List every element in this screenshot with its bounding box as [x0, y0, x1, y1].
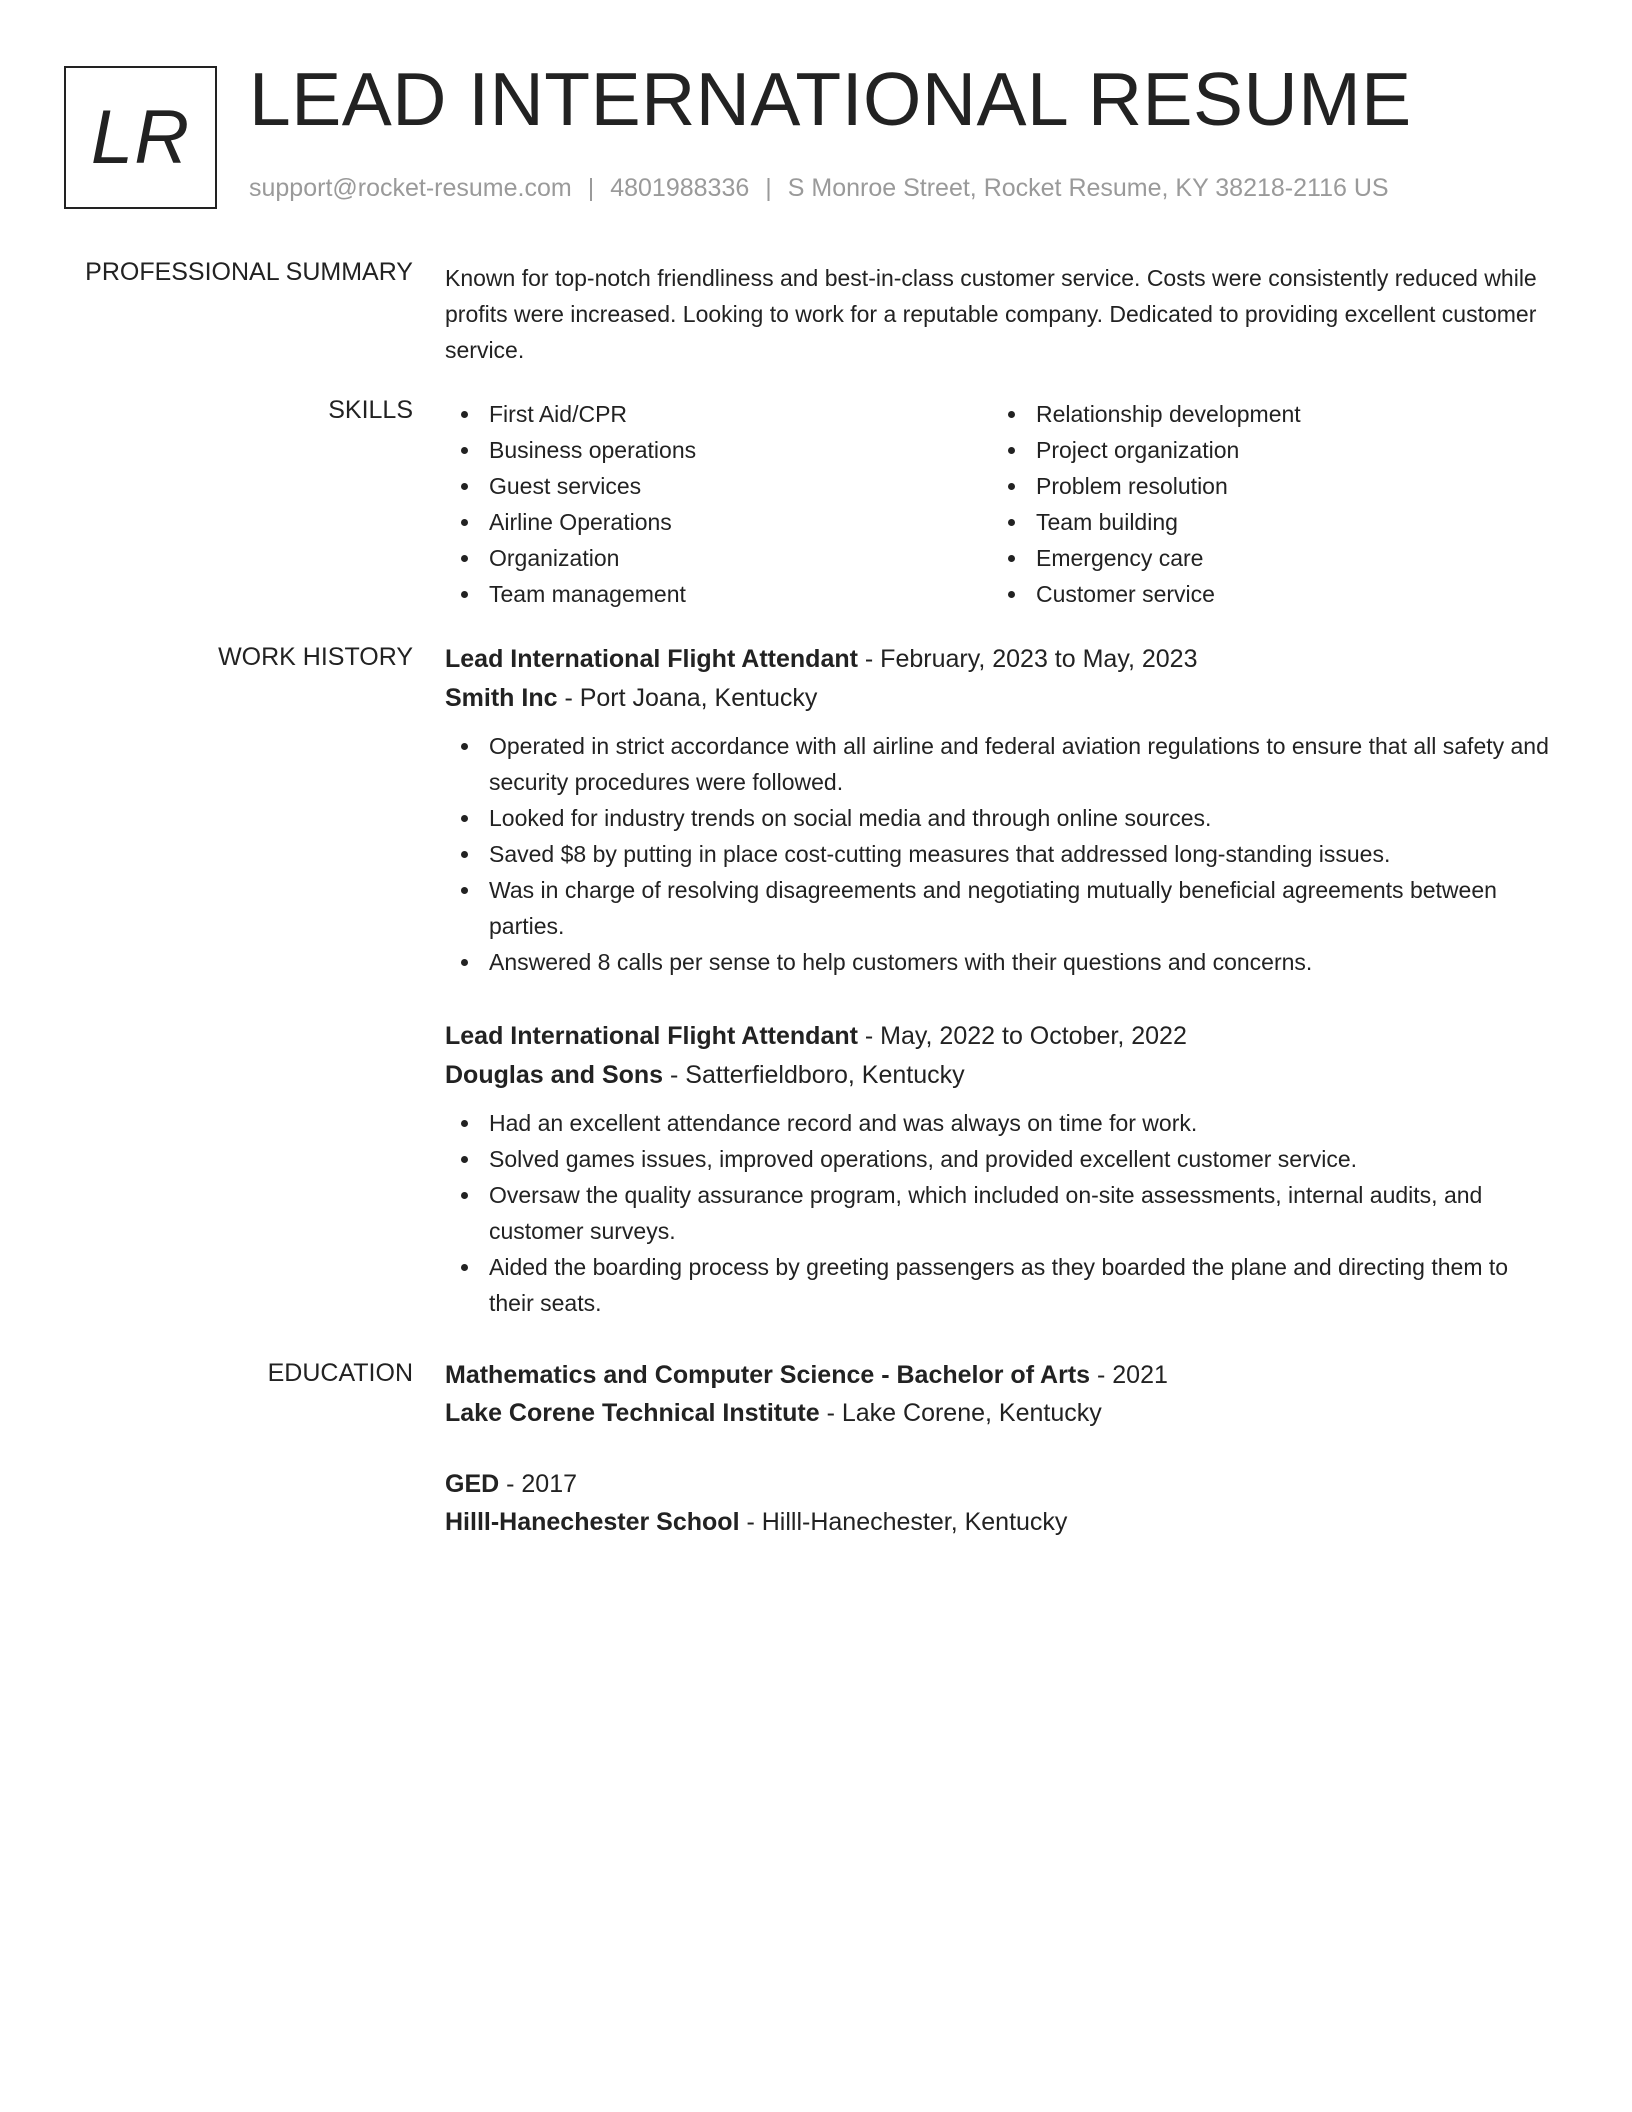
skill-item: First Aid/CPR	[445, 396, 992, 432]
skill-item: Organization	[445, 540, 992, 576]
education-year: - 2017	[499, 1470, 578, 1498]
skill-item: Emergency care	[992, 540, 1539, 576]
education-year: - 2021	[1090, 1361, 1168, 1389]
skill-item: Business operations	[445, 432, 992, 468]
job-title-line	[445, 1017, 1555, 1056]
contact-address: S Monroe Street, Rocket Resume, KY 38218-2116 US	[787, 174, 1389, 202]
education-degree: Mathematics and Computer Science - Bachelor of Arts	[445, 1361, 1091, 1389]
job-duty: Oversaw the quality assurance program, which included on-site assessments, internal audits, and customer surveys.	[445, 1177, 1555, 1249]
skill-item: Customer service	[992, 576, 1539, 612]
education-heading: EDUCATION	[267, 1359, 413, 1387]
skill-item: Problem resolution	[992, 468, 1539, 504]
education-school-line	[445, 1503, 1555, 1541]
education-school: Lake Corene Technical Institute	[445, 1399, 820, 1427]
job-company-line	[445, 1056, 1555, 1095]
skill-item: Guest services	[445, 468, 992, 504]
contact-phone[interactable]: 4801988336	[610, 174, 750, 202]
job-duty: Operated in strict accordance with all airline and federal aviation regulations to ensure that all safety and security procedures were followed.	[445, 728, 1555, 800]
job-duty: Saved $8 by putting in place cost-cutting measures that addressed long-standing issues.	[445, 836, 1555, 872]
education-school: Hilll-Hanechester School	[445, 1508, 740, 1536]
job-location: - Port Joana, Kentucky	[557, 684, 818, 712]
job-dates: - February, 2023 to May, 2023	[857, 645, 1198, 673]
skills-list-right	[992, 396, 1539, 612]
job-duty: Solved games issues, improved operations, and provided excellent customer service.	[445, 1141, 1555, 1177]
education-entry	[445, 1465, 1555, 1541]
job-dates: - May, 2022 to October, 2022	[857, 1022, 1187, 1050]
job-duty: Answered 8 calls per sense to help customers with their questions and concerns.	[445, 944, 1555, 980]
job-duties-list	[445, 1105, 1555, 1321]
summary-text: Known for top-notch friendliness and best-in-class customer service. Costs were consistently reduced while profits were increased. Looking to work for a reputable company. Dedicated to providing excellent customer service.	[445, 265, 1537, 363]
skill-item: Airline Operations	[445, 504, 992, 540]
skill-item: Project organization	[992, 432, 1539, 468]
job-duty: Was in charge of resolving disagreements and negotiating mutually beneficial agreements between parties.	[445, 872, 1555, 944]
job-company-line	[445, 679, 1555, 718]
job-duties-list	[445, 728, 1555, 980]
job-title-line	[445, 640, 1555, 679]
skill-item: Team management	[445, 576, 992, 612]
skill-item: Relationship development	[992, 396, 1539, 432]
skills-list-left	[445, 396, 992, 612]
job-entry	[445, 640, 1555, 980]
job-company: Douglas and Sons	[445, 1061, 664, 1089]
resume-title: LEAD INTERNATIONAL RESUME	[249, 57, 1412, 141]
monogram-text: LR	[90, 95, 191, 180]
education-degree-line	[445, 1465, 1555, 1503]
job-role: Lead International Flight Attendant	[445, 1022, 858, 1050]
skill-item: Team building	[992, 504, 1539, 540]
job-duty: Looked for industry trends on social media and through online sources.	[445, 800, 1555, 836]
work-history-heading: WORK HISTORY	[218, 643, 413, 671]
skills-heading: SKILLS	[328, 396, 413, 424]
job-role: Lead International Flight Attendant	[445, 645, 858, 673]
summary-heading: PROFESSIONAL SUMMARY	[85, 258, 413, 286]
contact-line	[249, 174, 1389, 203]
contact-separator: |	[765, 174, 772, 202]
education-entry	[445, 1356, 1555, 1432]
job-duty: Had an excellent attendance record and was always on time for work.	[445, 1105, 1555, 1141]
job-entry	[445, 1017, 1555, 1321]
job-company: Smith Inc	[445, 684, 558, 712]
education-degree: GED	[445, 1470, 500, 1498]
education-school-line	[445, 1394, 1555, 1432]
monogram-logo	[64, 66, 217, 209]
job-duty: Aided the boarding process by greeting passengers as they boarded the plane and directing them to their seats.	[445, 1249, 1555, 1321]
contact-separator: |	[587, 174, 595, 202]
contact-email[interactable]: support@rocket-resume.com	[249, 174, 572, 202]
education-location: - Lake Corene, Kentucky	[819, 1399, 1102, 1427]
education-degree-line	[445, 1356, 1555, 1394]
job-location: - Satterfieldboro, Kentucky	[663, 1061, 965, 1089]
education-location: - Hilll-Hanechester, Kentucky	[739, 1508, 1068, 1536]
